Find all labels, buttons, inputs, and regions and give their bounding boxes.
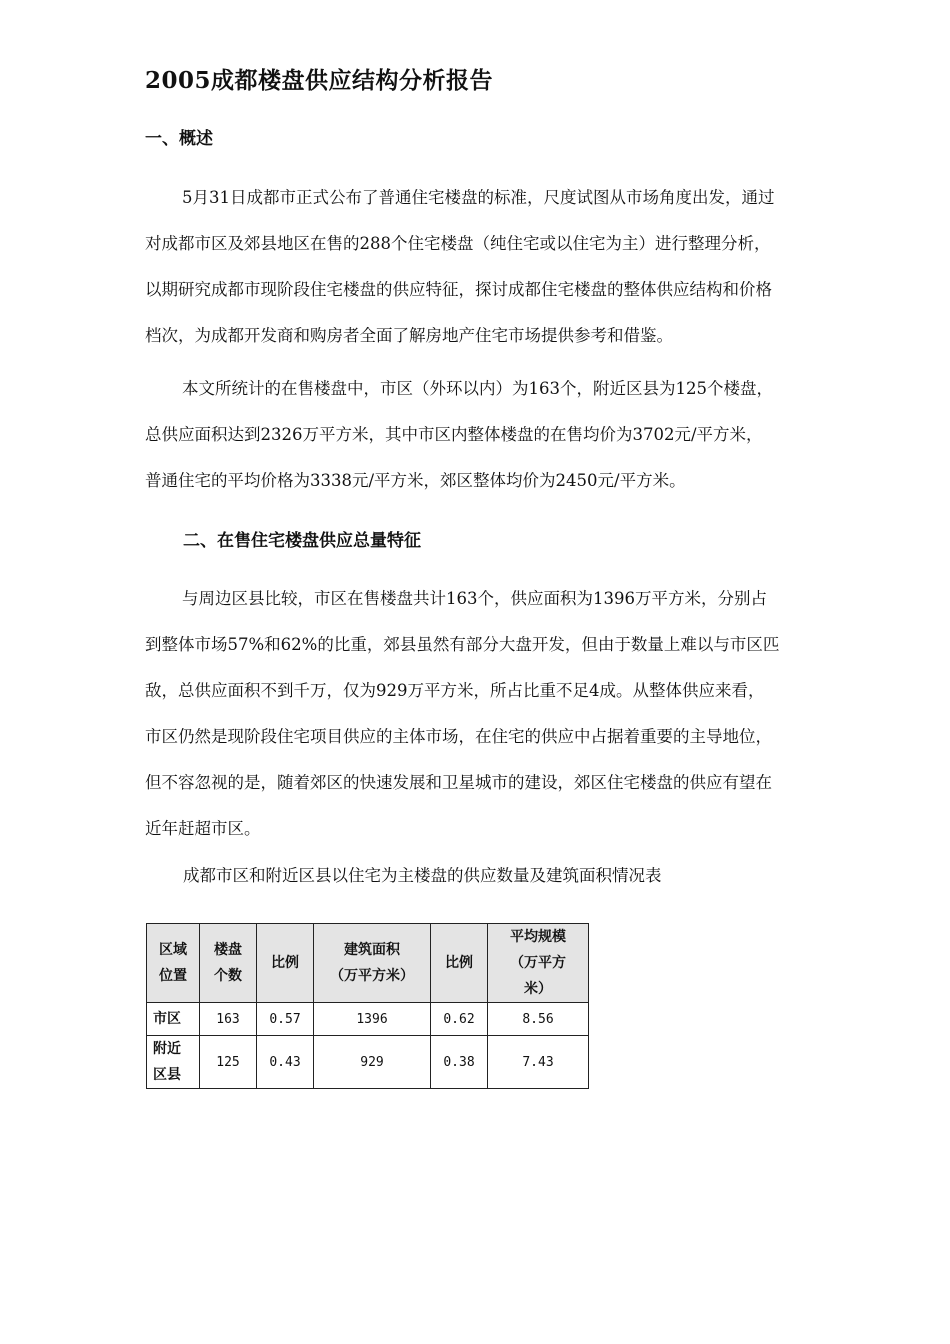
header-text: （万平方米） — [330, 968, 414, 984]
cell-ratio-area: 0.38 — [431, 1036, 488, 1089]
cell-text: 市区 — [153, 1011, 181, 1027]
cell-count: 163 — [200, 1003, 257, 1036]
paragraph-line: 本文所统计的在售楼盘中，市区（外环以内）为163个，附近区县为125个楼盘， — [182, 379, 773, 398]
header-count — [200, 924, 257, 1003]
header-text: 平均规模 — [510, 929, 566, 945]
header-region — [147, 924, 200, 1003]
header-area — [314, 924, 431, 1003]
paragraph-line: 5月31日成都市正式公布了普通住宅楼盘的标准，尺度试图从市场角度出发，通过 — [182, 188, 775, 207]
table-row — [147, 1003, 589, 1036]
row-region — [147, 1036, 200, 1089]
section-heading-supply: 二、在售住宅楼盘供应总量特征 — [183, 531, 421, 551]
cell-avg-size: 8.56 — [488, 1003, 589, 1036]
table-row — [147, 1036, 589, 1089]
header-avg-size — [488, 924, 589, 1003]
paragraph-overview-1 — [145, 175, 875, 359]
paragraph-line: 敌，总供应面积不到千万，仅为929万平方米，所占比重不足4成。从整体供应来看， — [145, 681, 765, 700]
paragraph-overview-2 — [145, 366, 875, 504]
paragraph-line: 档次，为成都开发商和购房者全面了解房地产住宅市场提供参考和借鉴。 — [145, 326, 673, 345]
header-text: 建筑面积 — [344, 942, 400, 958]
document-title: 2005成都楼盘供应结构分析报告 — [145, 67, 494, 94]
supply-table — [146, 923, 589, 1089]
cell-text: 附近 — [153, 1041, 181, 1057]
header-text: 个数 — [214, 968, 242, 984]
cell-ratio-count: 0.43 — [257, 1036, 314, 1089]
paragraph-line: 与周边区县比较，市区在售楼盘共计163个，供应面积为1396万平方米，分别占 — [182, 589, 767, 608]
cell-avg-size: 7.43 — [488, 1036, 589, 1089]
paragraph-line: 到整体市场57%和62%的比重，郊县虽然有部分大盘开发，但由于数量上难以与市区匹 — [145, 635, 780, 654]
header-text: 位置 — [159, 968, 187, 984]
paragraph-line: 但不容忽视的是，随着郊区的快速发展和卫星城市的建设，郊区住宅楼盘的供应有望在 — [145, 773, 772, 792]
header-text: 楼盘 — [214, 942, 242, 958]
cell-count: 125 — [200, 1036, 257, 1089]
header-text: 米） — [524, 981, 552, 997]
cell-ratio-area: 0.62 — [431, 1003, 488, 1036]
paragraph-line: 市区仍然是现阶段住宅项目供应的主体市场，在住宅的供应中占据着重要的主导地位， — [145, 727, 772, 746]
cell-area: 1396 — [314, 1003, 431, 1036]
header-text: 比例 — [445, 955, 473, 971]
header-text: （万平方 — [510, 955, 566, 971]
paragraph-line: 近年赶超市区。 — [145, 819, 261, 838]
paragraph-line: 普通住宅的平均价格为3338元/平方米，郊区整体均价为2450元/平方米。 — [145, 471, 686, 490]
paragraph-line: 总供应面积达到2326万平方米，其中市区内整体楼盘的在售均价为3702元/平方米， — [145, 425, 763, 444]
cell-text: 区县 — [153, 1067, 181, 1083]
header-ratio-area — [431, 924, 488, 1003]
paragraph-line: 对成都市区及郊县地区在售的288个住宅楼盘（纯住宅或以住宅为主）进行整理分析， — [145, 234, 771, 253]
cell-ratio-count: 0.57 — [257, 1003, 314, 1036]
header-text: 比例 — [271, 955, 299, 971]
section-heading-overview: 一、概述 — [145, 129, 213, 149]
cell-area: 929 — [314, 1036, 431, 1089]
table-caption: 成都市区和附近区县以住宅为主楼盘的供应数量及建筑面积情况表 — [183, 866, 662, 885]
header-ratio-count — [257, 924, 314, 1003]
table-header-row — [147, 924, 589, 1003]
header-text: 区域 — [159, 942, 187, 958]
row-region — [147, 1003, 200, 1036]
paragraph-supply — [145, 576, 875, 852]
paragraph-line: 以期研究成都市现阶段住宅楼盘的供应特征，探讨成都住宅楼盘的整体供应结构和价格 — [145, 280, 772, 299]
